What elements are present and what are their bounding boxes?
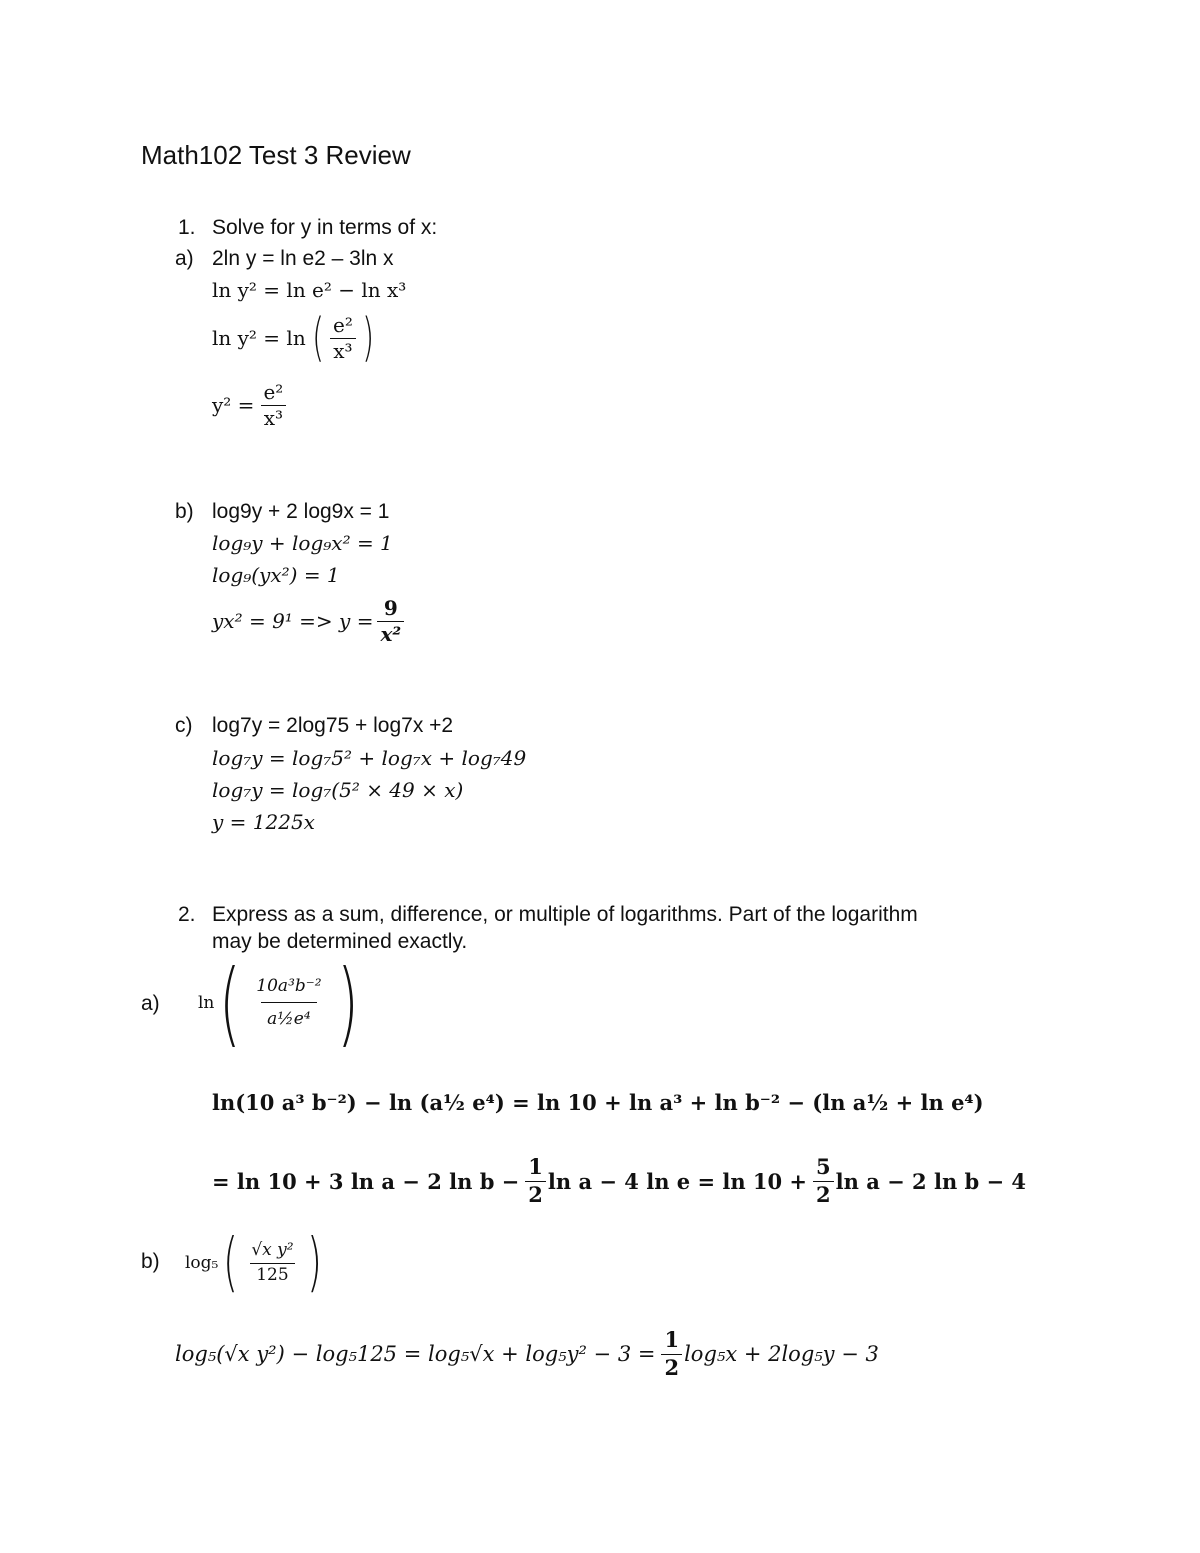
q1c-given: log7y = 2log75 + log7x +2 (212, 714, 454, 737)
q2a-line2-frac1-num: 1 (528, 1154, 543, 1180)
q1b-step3-den: x² (377, 621, 404, 645)
close-paren: ) (361, 308, 375, 368)
q1b-step3-fraction (377, 595, 404, 646)
q2b-expr-fraction (245, 1239, 299, 1285)
open-paren: ( (311, 308, 324, 368)
q2b-expr-num: √x y² (251, 1239, 294, 1260)
q1b-step2: log₉(yx²) = 1 (212, 563, 340, 587)
q2a-line2-frac1-den: 2 (525, 1181, 546, 1206)
q2b-line1-frac-num: 1 (664, 1327, 680, 1353)
q2a-expr-num: 10a³b⁻² (256, 975, 322, 996)
q2b-line1-part1: log₅(√x y²) − log₅125 = log₅√x + log₅y² − 3 = (175, 1342, 656, 1366)
q2-prompt-line1: Express as a sum, difference, or multiple of logarithms. Part of the logarithm (212, 903, 918, 926)
q2b-line1 (175, 1325, 879, 1383)
q1b-step3-lhs: yx² = 9¹ => y = (212, 609, 374, 633)
q2b-expr-log: log₅ (185, 1253, 219, 1273)
q1a-step2-lhs: ln y² = ln (212, 326, 306, 350)
q1a-step3-lhs: y² = (212, 393, 255, 417)
q2a-line2-frac2 (813, 1156, 834, 1205)
q1b-step1: log₉y + log₉x² = 1 (212, 531, 393, 555)
q1-number: 1. (178, 216, 196, 239)
q1c-label: c) (175, 714, 193, 737)
q2a-line2-part1: = ln 10 + 3 ln a − 2 ln b − (212, 1168, 520, 1194)
q1b-step3 (212, 592, 406, 650)
close-paren: ) (336, 949, 359, 1057)
q1a-label: a) (175, 247, 194, 270)
q1a-step3 (212, 376, 288, 434)
q2a-line2-frac2-num: 5 (816, 1154, 831, 1180)
q2a-line2-part3: ln a − 2 ln b − 4 (835, 1168, 1027, 1194)
q2a-line1: ln(10 a³ b⁻²) − ln (a½ e⁴) = ln 10 + ln a³ + ln b⁻² − (ln a½ + ln e⁴) (212, 1090, 984, 1115)
q2a-line2-frac1 (525, 1156, 546, 1205)
q1a-step2-num: e² (333, 312, 353, 337)
q2a-expr-fraction (250, 975, 327, 1029)
q2b-line1-frac-den: 2 (661, 1354, 682, 1379)
q1b-step3-num: 9 (383, 595, 398, 620)
q2b-expr-den: 125 (250, 1263, 294, 1285)
q1a-step3-den: x³ (261, 405, 286, 429)
q1a-step2-den: x³ (330, 338, 355, 362)
q1b-label: b) (175, 500, 194, 523)
q1a-step1: ln y² = ln e² − ln x³ (212, 278, 407, 302)
q2b-label: b) (141, 1250, 160, 1273)
q2a-expr-den: a½e⁴ (261, 1002, 317, 1029)
q2b-line1-part2: log₅x + 2log₅y − 3 (684, 1342, 879, 1366)
q1c-step3: y = 1225x (212, 810, 315, 834)
q1a-step3-fraction (260, 379, 286, 430)
q2-number: 2. (178, 903, 196, 926)
page-title: Math102 Test 3 Review (141, 140, 411, 170)
open-paren: ( (219, 949, 242, 1057)
q2a-line2 (212, 1152, 1026, 1210)
q2a-expression (198, 949, 365, 1057)
close-paren: ) (306, 1226, 322, 1300)
q2b-line1-frac (661, 1329, 682, 1378)
q1c-step2: log₇y = log₇(5² × 49 × x) (212, 778, 464, 802)
q2-prompt-line2: may be determined exactly. (212, 930, 468, 953)
q2b-expression (185, 1226, 327, 1300)
q1-prompt: Solve for y in terms of x: (212, 216, 438, 239)
q1c-step1: log₇y = log₇5² + log₇x + log₇49 (212, 746, 527, 770)
q1a-step2 (212, 307, 378, 369)
q2a-expr-ln: ln (198, 993, 215, 1013)
q1a-step3-num: e² (263, 379, 284, 404)
q1a-given: 2ln y = ln e2 – 3ln x (212, 247, 394, 270)
q2a-line2-part2: ln a − 4 ln e = ln 10 + (547, 1168, 808, 1194)
q2a-label: a) (141, 992, 160, 1015)
q2a-line2-frac2-den: 2 (813, 1181, 834, 1206)
open-paren: ( (223, 1226, 239, 1300)
q1b-given: log9y + 2 log9x = 1 (212, 500, 390, 523)
q1a-step2-fraction (330, 312, 356, 363)
